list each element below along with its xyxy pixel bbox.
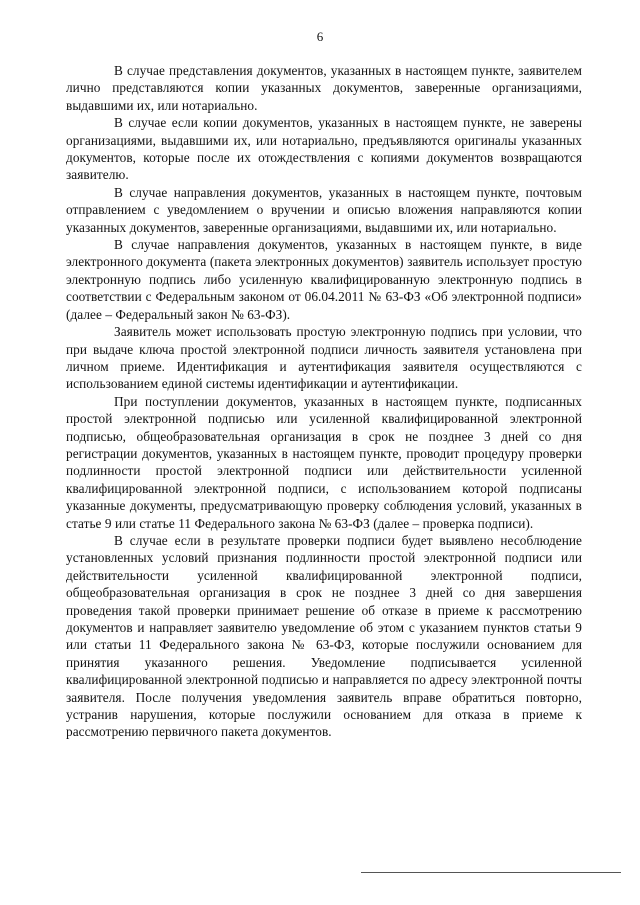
paragraph-electronic-submission: В случае направления документов, указанных в настоящем пункте, в виде электронного документа (пакета электронных документов) заявитель использует простую электронную подпись либо усиленную квалифицированную электронную подпись в соответствии с Федеральным законом от 06.04.2011 № 63-ФЗ «Об электронной подписи» (далее – Федеральный закон № 63-ФЗ). xyxy=(66,237,582,322)
document-body xyxy=(66,62,582,741)
paragraph-simple-signature: Заявитель может использовать простую электронную подпись при условии, что при выдаче ключа простой электронной подписи личность заявителя установлена при личном приеме. Идентификация и аутентификация заявителя осуществляются с использованием единой системы идентификации и аутентификации. xyxy=(66,324,582,392)
paragraph-personal-submission: В случае представления документов, указанных в настоящем пункте, заявителем лично представляются копии указанных документов, заверенные организациями, выдавшими их, или нотариально. xyxy=(66,63,582,113)
paragraph-postal-submission: В случае направления документов, указанных в настоящем пункте, почтовым отправлением с уведомлением о вручении и описью вложения направляются копии указанных документов, заверенные организациями, выдавшими их, или нотариально. xyxy=(66,184,582,235)
paragraph-signature-verification: При поступлении документов, указанных в настоящем пункте, подписанных простой электронной подписью или усиленной квалифицированной электронной подписью, общеобразовательная организация в срок не позднее 3 дней со дня регистрации документов, указанных в настоящем пункте, проводит процедуру проверки подлинности простой электронной подписи или действительности усиленной квалифицированной электронной подписи, с использованием которой подписаны указанные документы, предусматривающую проверку соблюдения условий, указанных в статье 9 или статье 11 Федерального закона № 63-ФЗ (далее – проверка подписи). xyxy=(66,393,582,531)
bottom-divider xyxy=(361,872,621,873)
paragraph-verification-failure: В случае если в результате проверки подписи будет выявлено несоблюдение установленных условий признания подлинности простой электронной подписи или действительности усиленной квалифицированной электронной подписи, общеобразовательная организация в срок не позднее 3 дней со дня завершения проведения такой проверки принимает решение об отказе в приеме к рассмотрению документов и направляет заявителю уведомление об этом с указанием пунктов статьи 9 или статьи 11 Федерального закона № 63-ФЗ, которые послужили основанием для принятия указанного решения. Уведомление подписывается усиленной квалифицированной электронной подписью и направляется по адресу электронной почты заявителя. После получения уведомления заявитель вправе обратиться повторно, устранив нарушения, которые послужили основанием для отказа в приеме к рассмотрению первичного пакета документов. xyxy=(66,532,582,740)
page-number: 6 xyxy=(316,29,324,44)
paragraph-uncertified-copies: В случае если копии документов, указанных в настоящем пункте, не заверены организациями, выдавшими их, или нотариально, предъявляются оригиналы указанных документов, которые после их отождествления с копиями документов возвращаются заявителю. xyxy=(66,115,582,183)
